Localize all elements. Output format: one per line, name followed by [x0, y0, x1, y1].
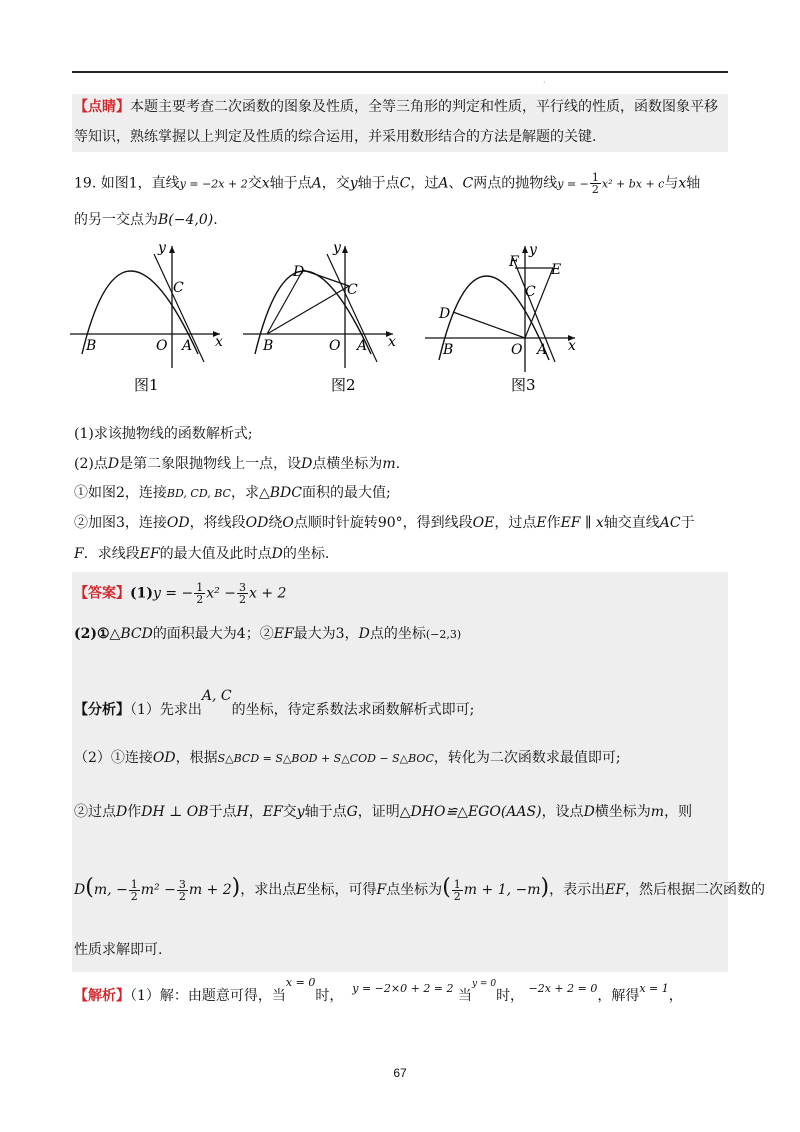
fig3-label-f: F	[509, 254, 519, 270]
analysis-line-5: 性质求解即可.	[74, 942, 163, 958]
answer-tag: 【答案】	[74, 585, 130, 602]
problem-line-2: 的另一交点为B(−4,0).	[74, 212, 218, 228]
dianjing-line-2: 等知识，熟练掌握以上判定及性质的综合运用，并采用数形结合的方法是解题的关键.	[74, 129, 597, 145]
line-equation: y = −2x + 2	[179, 177, 248, 191]
analysis-tag: 【分析】	[74, 702, 130, 718]
fig1-label-b: B	[86, 338, 97, 354]
fig2-caption: 图2	[331, 376, 356, 394]
fig3-label-x: x	[568, 338, 576, 354]
fig2-label-a: A	[357, 338, 368, 354]
fig2-label-o: O	[329, 338, 341, 354]
question-2-2: ②加图3，连接OD，将线段OD绕O点顺时针旋转90°，得到线段OE，过点E作EF ∥ x轴交直线AC于	[74, 515, 695, 531]
question-2: (2)点D是第二象限抛物线上一点，设D点横坐标为m.	[74, 456, 401, 472]
analysis-line-4: D(m, − $\frac{1}{2}$ m² − $\frac{3}{2}$ m + 2)，求出点E坐标，可得F点坐标为( $\frac{1}{2}$ m + 1, −m)，表示出EF，然后根据二次函数的	[74, 875, 766, 903]
fig3-label-e: E	[551, 262, 562, 278]
solution-line-1: 【解析】（1）解：由题意可得，当$^{x = 0}$时， $^{y = -2\times 0 + 2 = 2}$ 当$^{y = 0}$时， $^{-2x + 2 = 0}$，解得$^{x = 1}$，	[74, 976, 683, 1004]
question-2-1: ①如图2，连接BD, CD, BC，求△BDC面积的最大值;	[74, 485, 391, 501]
figure-2	[243, 236, 403, 398]
header-mark: ·	[543, 78, 546, 87]
answer-line-2: (2)①△BCD的面积最大为4；②EF最大为3，D点的坐标(−2,3)	[74, 626, 462, 642]
answer-line-1: 【答案】(1)y = − $\frac{1}{2}$ x² − $\frac{3}{2}$ x + 2	[74, 581, 287, 606]
header-rule	[72, 71, 728, 73]
fig2-label-c: C	[347, 282, 358, 298]
problem-line-1: 19. 如图1，直线y = −2x + 2交x轴于点A，交y轴于点C，过A、C两点的抛物线y = − $\frac{1}{2}$ x² + bx + c与x轴	[74, 171, 701, 196]
fig2-label-d: D	[293, 264, 305, 280]
fig1-label-x: x	[215, 334, 223, 350]
figure-3	[425, 236, 585, 398]
fig3-label-c: C	[525, 284, 536, 300]
fig3-caption: 图3	[511, 376, 536, 394]
fig1-label-y: y	[158, 240, 166, 256]
point-b-coord: B(−4,0)	[158, 212, 214, 228]
page-number: 67	[393, 1066, 407, 1080]
fig3-label-y: y	[529, 242, 537, 258]
fig3-label-o: O	[511, 342, 523, 358]
fig1-label-o: O	[156, 338, 168, 354]
analysis-line-3: ②过点D作DH ⊥ OB于点H，EF交y轴于点G，证明△DHO≌△EGO(AAS)，设点D横坐标为m，则	[74, 804, 693, 820]
fig3-label-d: D	[439, 306, 451, 322]
fig2-label-b: B	[263, 338, 274, 354]
fig2-label-x: x	[388, 334, 396, 350]
analysis-line-1: 【分析】（1）先求出A, C的坐标，待定系数法求函数解析式即可;	[74, 688, 475, 718]
fig1-caption: 图1	[134, 376, 159, 394]
question-2-3: F．求线段EF的最大值及此时点D的坐标.	[74, 546, 330, 562]
solution-tag: 【解析】	[74, 988, 130, 1004]
fig3-label-a: A	[537, 342, 548, 358]
fig2-label-y: y	[333, 240, 341, 256]
analysis-line-2: （2）①连接OD，根据S△BCD = S△BOD + S△COD − S△BOC，转化为二次函数求最值即可;	[74, 750, 621, 766]
fig3-label-b: B	[443, 342, 454, 358]
fig1-label-c: C	[173, 280, 184, 296]
dianjing-line-1: 【点睛】本题主要考查二次函数的图象及性质，全等三角形的判定和性质，平行线的性质，函数图象平移	[74, 99, 718, 115]
fig1-label-a: A	[182, 338, 193, 354]
dianjing-tag: 【点睛】	[74, 99, 130, 115]
figure-1	[70, 236, 230, 398]
parabola-fraction: $\frac{1}{2}$	[591, 171, 599, 196]
question-1: (1)求该抛物线的函数解析式;	[74, 426, 253, 442]
